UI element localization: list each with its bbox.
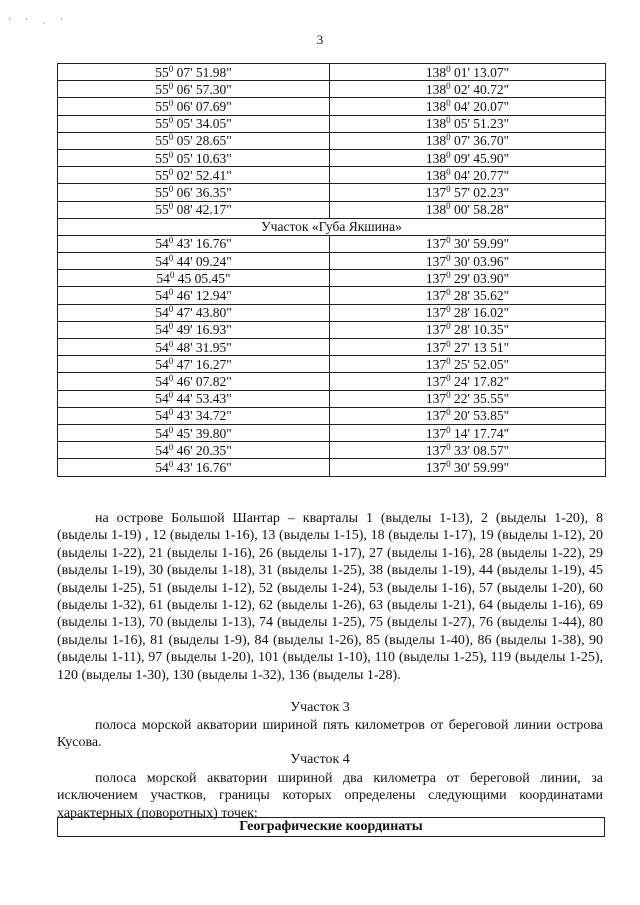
longitude-cell: $137^0$ 28' 16.02" — [330, 304, 606, 321]
longitude-cell: $138^0$ 09' 45.90" — [330, 149, 606, 166]
table-row — [58, 424, 606, 441]
table-row — [58, 132, 606, 149]
table-row — [58, 64, 606, 81]
table-row — [58, 184, 606, 201]
latitude-cell: $54^0$ 44' 53.43" — [58, 390, 330, 407]
longitude-cell: $137^0$ 28' 35.62" — [330, 287, 606, 304]
latitude-cell: $54^0$ 45' 39.80" — [58, 424, 330, 441]
latitude-cell: $54^0$ 46' 07.82" — [58, 373, 330, 390]
table-row — [58, 167, 606, 184]
coordinates-table — [57, 63, 606, 477]
latitude-cell: $54^0$ 43' 16.76" — [58, 459, 330, 476]
table-row — [58, 304, 606, 321]
longitude-cell: $137^0$ 57' 02.23" — [330, 184, 606, 201]
section3-text: полоса морской акватории шириной пять километров от береговой линии острова Кусова. — [57, 718, 603, 751]
latitude-cell: $55^0$ 06' 36.35" — [58, 184, 330, 201]
footer-table-header: Географические координаты — [57, 817, 605, 837]
longitude-cell: $137^0$ 30' 03.96" — [330, 253, 606, 270]
table-row — [58, 149, 606, 166]
longitude-cell: $137^0$ 33' 08.57" — [330, 442, 606, 459]
latitude-cell: $54^0$ 43' 16.76" — [58, 235, 330, 252]
longitude-cell: $137^0$ 28' 10.35" — [330, 321, 606, 338]
section4-text: полоса морской акватории шириной два километра от береговой линии, за исключением участков, границы которых определены следующими координатами характерных (поворотных) точек: — [57, 771, 603, 821]
longitude-cell: $138^0$ 04' 20.07" — [330, 98, 606, 115]
latitude-cell: $55^0$ 05' 10.63" — [58, 149, 330, 166]
table-row — [58, 115, 606, 132]
longitude-cell: $138^0$ 01' 13.07" — [330, 64, 606, 81]
longitude-cell: $137^0$ 25' 52.05" — [330, 356, 606, 373]
longitude-cell: $138^0$ 07' 36.70" — [330, 132, 606, 149]
longitude-cell: $137^0$ 29' 03.90" — [330, 270, 606, 287]
table-row — [58, 81, 606, 98]
latitude-cell: $54^0$ 47' 16.27" — [58, 356, 330, 373]
longitude-cell: $137^0$ 27' 13 51" — [330, 339, 606, 356]
latitude-cell: $54^0$ 47' 43.80" — [58, 304, 330, 321]
table-row — [58, 98, 606, 115]
table-row — [58, 390, 606, 407]
longitude-cell: $138^0$ 04' 20.77" — [330, 167, 606, 184]
table-row — [58, 356, 606, 373]
table-row — [58, 407, 606, 424]
latitude-cell: $55^0$ 06' 07.69" — [58, 98, 330, 115]
paragraph-island: на острове Большой Шантар – кварталы 1 (выделы 1-13), 2 (выделы 1-20), 8 (выделы 1-19) , 12 (выделы 1-16), 13 (выделы 1-15), 18 (выделы 1-17), 19 (выделы 1-12), 20 (выделы 1-22), 21 (выделы 1-16), 26 (выделы 1-17), 27 (выделы 1-16), 28 (выделы 1-22), 29 (выделы 1-19), 30 (выделы 1-18), 31 (выделы 1-25), 38 (выделы 1-19), 44 (выделы 1-19), 45 (выделы 1-25), 51 (выделы 1-12), 52 (выделы 1-24), 53 (выделы 1-16), 57 (выделы 1-20), 60 (выделы 1-32), 61 (выделы 1-12), 62 (выделы 1-26), 63 (выделы 1-21), 64 (выделы 1-16), 69 (выделы 1-13), 70 (выделы 1-13), 74 (выделы 1-25), 75 (выделы 1-27), 76 (выделы 1-44), 80 (выделы 1-16), 81 (выделы 1-9), 84 (выделы 1-26), 85 (выделы 1-40), 86 (выделы 1-38), 90 (выделы 1-11), 97 (выделы 1-20), 101 (выделы 1-10), 110 (выделы 1-25), 119 (выделы 1-25), 120 (выделы 1-30), 130 (выделы 1-32), 136 (выделы 1-28). — [57, 511, 603, 683]
longitude-cell: $137^0$ 22' 35.55" — [330, 390, 606, 407]
section-title: Участок «Губа Якшина» — [58, 218, 606, 235]
latitude-cell: $54^0$ 46' 20.35" — [58, 442, 330, 459]
latitude-cell: $54^0$ 44' 09.24" — [58, 253, 330, 270]
latitude-cell: $55^0$ 05' 28.65" — [58, 132, 330, 149]
section4-title: Участок 4 — [290, 752, 350, 767]
latitude-cell: $54^0$ 49' 16.93" — [58, 321, 330, 338]
table-row — [58, 442, 606, 459]
page-number: 3 — [316, 32, 324, 47]
latitude-cell: $54^0$ 45 05.45" — [58, 270, 330, 287]
latitude-cell: $54^0$ 46' 12.94" — [58, 287, 330, 304]
table-row — [58, 235, 606, 252]
longitude-cell: $137^0$ 30' 59.99" — [330, 235, 606, 252]
latitude-cell: $55^0$ 05' 34.05" — [58, 115, 330, 132]
longitude-cell: $137^0$ 14' 17.74" — [330, 424, 606, 441]
table-row — [58, 459, 606, 476]
longitude-cell: $137^0$ 24' 17.82" — [330, 373, 606, 390]
latitude-cell: $55^0$ 07' 51.98" — [58, 64, 330, 81]
latitude-cell: $55^0$ 06' 57.30" — [58, 81, 330, 98]
table-row — [58, 201, 606, 218]
latitude-cell: $55^0$ 08' 42.17" — [58, 201, 330, 218]
section-row — [58, 218, 606, 235]
longitude-cell: $138^0$ 05' 51.23" — [330, 115, 606, 132]
scan-specks: · · ˌ · — [8, 14, 69, 24]
latitude-cell: $54^0$ 43' 34.72" — [58, 407, 330, 424]
table-row — [58, 321, 606, 338]
table-row — [58, 339, 606, 356]
longitude-cell: $137^0$ 20' 53.85" — [330, 407, 606, 424]
latitude-cell: $54^0$ 48' 31.95" — [58, 339, 330, 356]
longitude-cell: $138^0$ 02' 40.72" — [330, 81, 606, 98]
table-row — [58, 253, 606, 270]
longitude-cell: $137^0$ 30' 59.99" — [330, 459, 606, 476]
section3-title: Участок 3 — [290, 700, 350, 715]
latitude-cell: $55^0$ 02' 52.41" — [58, 167, 330, 184]
table-row — [58, 287, 606, 304]
table-row — [58, 270, 606, 287]
table-row — [58, 373, 606, 390]
longitude-cell: $138^0$ 00' 58.28" — [330, 201, 606, 218]
